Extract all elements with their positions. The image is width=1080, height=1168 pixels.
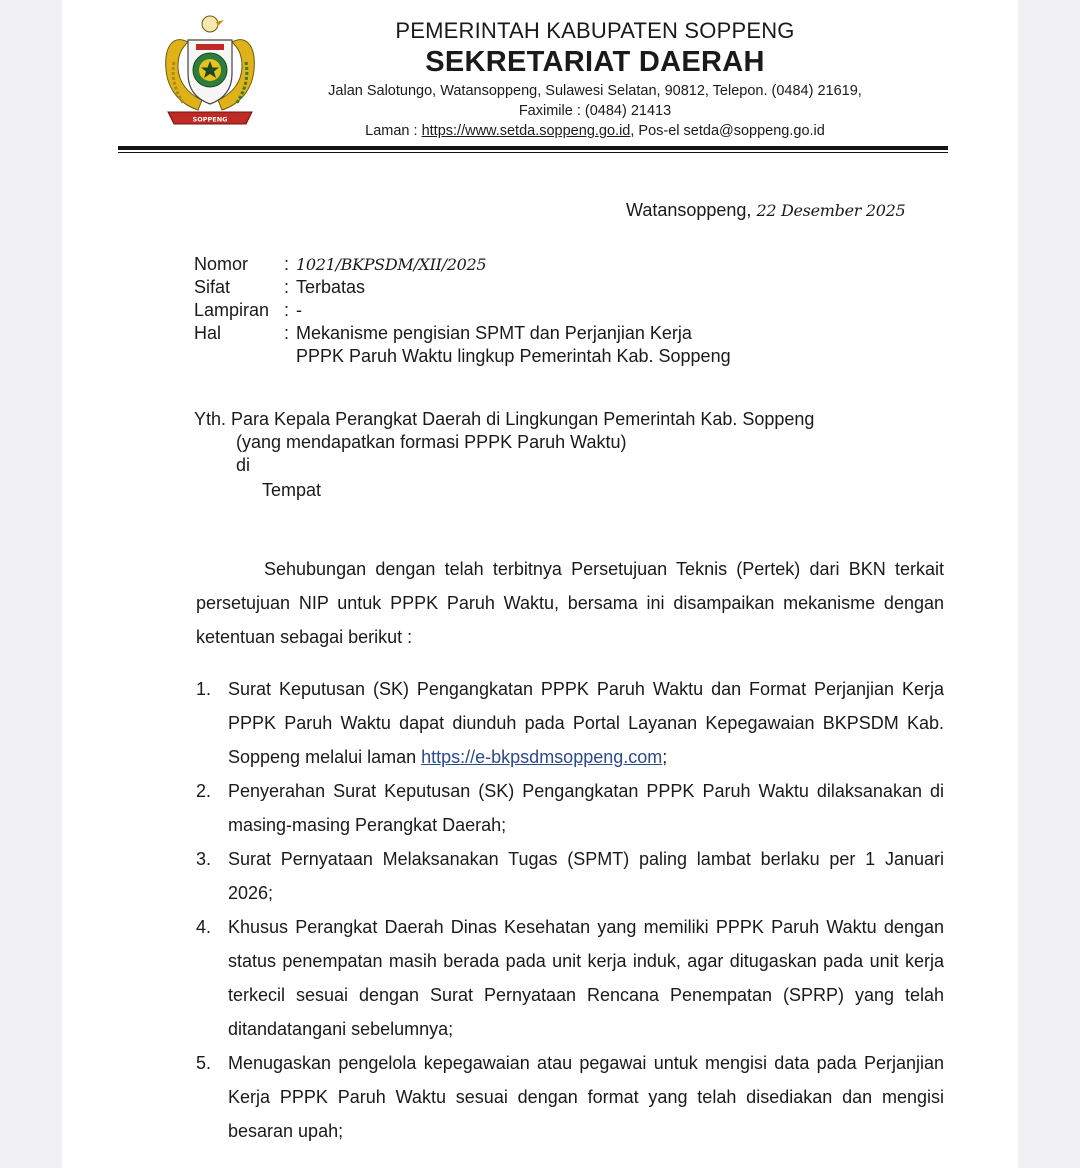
letter-meta [194, 253, 816, 368]
list-item [196, 774, 944, 842]
letterhead-divider-thick [118, 146, 948, 150]
list-item-text-body: Surat Keputusan (SK) Pengangkatan PPPK Paruh Waktu dan Format Perjanjian Kerja PPPK Paruh Waktu dapat diunduh pada Portal Layanan Kepegawaian BKPSDM Kab. Soppeng melalui laman [228, 679, 944, 767]
government-name: PEMERINTAH KABUPATEN SOPPENG [395, 18, 795, 43]
list-item [196, 1046, 944, 1148]
office-name: SEKRETARIAT DAERAH [425, 46, 765, 78]
logo-ribbon-text: SOPPENG [192, 115, 228, 124]
meta-value-hal [296, 322, 816, 368]
list-item-text: Surat Pernyataan Melaksanakan Tugas (SPMT) paling lambat berlaku per 1 Januari 2026; [228, 849, 944, 903]
addressee-block [194, 408, 814, 502]
address-line: Jalan Salotungo, Watansoppeng, Sulawesi Selatan, 90812, Telepon. (0484) 21619, [328, 83, 862, 99]
list-item-number: 2. [196, 781, 212, 801]
meta-value-nomor: 1021/BKPSDM/XII/2025 [296, 255, 487, 274]
letterhead-divider-thin [118, 152, 948, 153]
list-item [196, 910, 944, 1046]
portal-link[interactable]: https://e-bkpsdmsoppeng.com [421, 747, 663, 767]
intro-paragraph: Sehubungan dengan telah terbitnya Persetujuan Teknis (Pertek) dari BKN terkait persetujuan NIP untuk PPPK Paruh Waktu, bersama ini disampaikan mekanisme dengan ketentuan sebagai berikut : [196, 559, 944, 647]
meta-row-hal [194, 322, 816, 368]
addressee-tempat: Tempat [262, 480, 322, 500]
list-item [196, 672, 944, 774]
subject-line-1: Mekanisme pengisian SPMT dan Perjanjian Kerja [296, 323, 692, 343]
addressee-line-2: (yang mendapatkan formasi PPPK Paruh Waktu) [236, 432, 627, 452]
website-line [280, 121, 910, 141]
meta-colon: : [284, 323, 290, 343]
website-link[interactable]: https://www.setda.soppeng.go.id [421, 123, 631, 139]
meta-label: Nomor [194, 254, 249, 274]
list-item-text: Khusus Perangkat Daerah Dinas Kesehatan yang memiliki PPPK Paruh Waktu dengan status penempatan masih berada pada unit kerja induk, agar ditugaskan pada unit kerja terkecil sesuai dengan Surat Pernyataan Rencana Penempatan (SPRP) yang telah ditandatangani sebelumnya; [228, 917, 944, 1039]
meta-label: Lampiran [194, 300, 270, 320]
meta-colon: : [284, 254, 290, 274]
list-item-text: Menugaskan pengelola kepegawaian atau pegawai untuk mengisi data pada Perjanjian Kerja PPPK Paruh Waktu sesuai dengan format yang telah disediakan dan mengisi besaran upah; [228, 1053, 944, 1141]
meta-row-lampiran [194, 299, 816, 322]
office-address [280, 81, 910, 141]
date-place: Watansoppeng, [626, 200, 752, 220]
fax-line: Faximile : (0484) 21413 [518, 103, 672, 119]
meta-colon: : [284, 277, 290, 297]
meta-label: Sifat [194, 277, 231, 297]
list-item-number: 1. [196, 679, 212, 699]
addressee-line-1: Yth. Para Kepala Perangkat Daerah di Lingkungan Pemerintah Kab. Soppeng [194, 409, 815, 429]
meta-row-nomor [194, 253, 816, 276]
letter-date [626, 200, 905, 221]
subject-line-2: PPPK Paruh Waktu lingkup Pemerintah Kab. Soppeng [296, 346, 731, 366]
list-item [196, 842, 944, 910]
list-item-text [228, 672, 944, 774]
addressee-di: di [236, 455, 251, 475]
meta-label: Hal [194, 323, 222, 343]
provisions-list [196, 672, 944, 1148]
meta-value-lampiran: - [296, 300, 302, 320]
list-item-text-tail: ; [662, 747, 668, 767]
list-item-number: 4. [196, 917, 212, 937]
meta-value-sifat: Terbatas [296, 277, 366, 297]
meta-colon: : [284, 300, 290, 320]
letterhead [280, 18, 910, 141]
list-item-number: 3. [196, 849, 212, 869]
website-label: Laman : [365, 123, 418, 139]
email-text: , Pos-el setda@soppeng.go.id [630, 123, 825, 139]
list-item-number: 5. [196, 1053, 212, 1073]
soppeng-emblem-logo [158, 12, 262, 130]
list-item-text: Penyerahan Surat Keputusan (SK) Pengangkatan PPPK Paruh Waktu dilaksanakan di masing-masing Perangkat Daerah; [228, 781, 944, 835]
meta-row-sifat [194, 276, 816, 299]
date-handwritten: 22 Desember 2025 [756, 201, 906, 220]
